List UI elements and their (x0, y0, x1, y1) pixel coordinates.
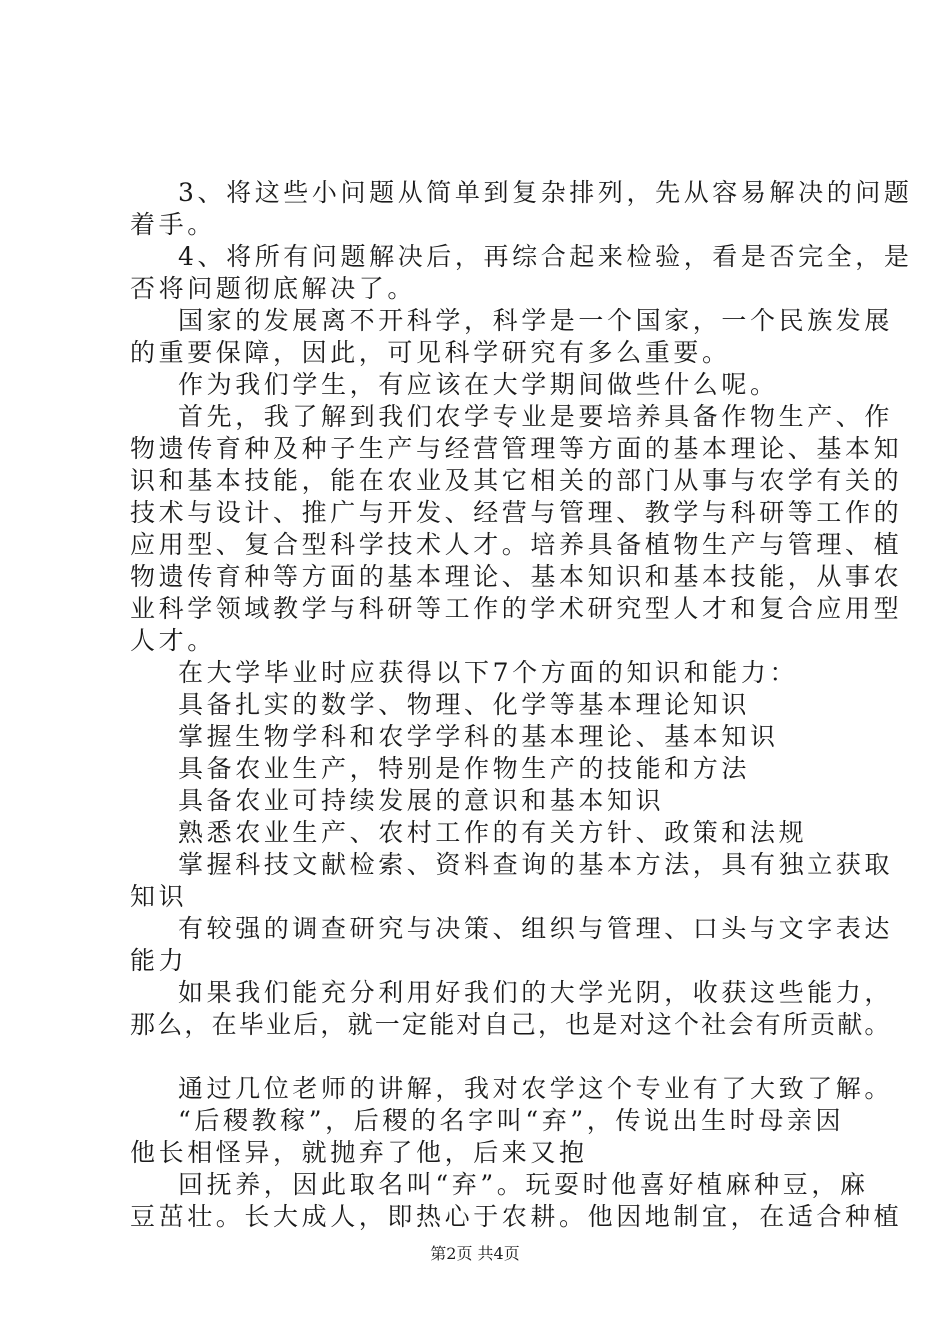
text-line: 首先，我了解到我们农学专业是要培养具备作物生产、作 (178, 402, 894, 431)
text-line: 的重要保障，因此，可见科学研究有多么重要。 (130, 338, 731, 367)
text-line: 物遗传育种等方面的基本理论、基本知识和基本技能，从事农 (130, 562, 903, 591)
text-line: 技术与设计、推广与开发、经营与管理、教学与科研等工作的 (130, 498, 903, 527)
text-line: 他长相怪异，就抛弃了他，后来又抱 (130, 1138, 588, 1167)
text-line: 否将问题彻底解决了。 (130, 274, 417, 303)
text-line: 那么，在毕业后，就一定能对自己，也是对这个社会有所贡献。 (130, 1010, 892, 1039)
text-line: 能力 (130, 946, 188, 975)
text-line: 豆茁壮。长大成人，即热心于农耕。他因地制宜，在适合种植 (130, 1202, 903, 1231)
text-line: 识和基本技能，能在农业及其它相关的部门从事与农学有关的 (130, 466, 903, 495)
text-line: 业科学领域教学与科研等工作的学术研究型人才和复合应用型 (130, 594, 903, 623)
text-line: 通过几位老师的讲解，我对农学这个专业有了大致了解。 (178, 1074, 894, 1103)
text-line: 掌握科技文献检索、资料查询的基本方法，具有独立获取 (178, 850, 894, 879)
text-line: 掌握生物学科和农学学科的基本理论、基本知识 (178, 722, 779, 751)
text-line: 具备农业可持续发展的意识和基本知识 (178, 786, 665, 815)
text-line: 回抚养，因此取名叫“弃”。玩耍时他喜好植麻种豆，麻 (178, 1170, 869, 1199)
text-line: 4、将所有问题解决后，再综合起来检验，看是否完全，是 (178, 242, 913, 271)
text-line: 具备扎实的数学、物理、化学等基本理论知识 (178, 690, 751, 719)
text-line: 如果我们能充分利用好我们的大学光阴，收获这些能力， (178, 978, 894, 1007)
text-line: “后稷教稼”，后稷的名字叫“弃”，传说出生时母亲因 (178, 1106, 845, 1135)
text-line: 着手。 (130, 210, 216, 239)
text-line: 应用型、复合型科学技术人才。培养具备植物生产与管理、植 (130, 530, 903, 559)
text-line: 3、将这些小问题从简单到复杂排列，先从容易解决的问题 (178, 178, 913, 207)
text-line: 作为我们学生，有应该在大学期间做些什么呢。 (178, 370, 779, 399)
text-line: 人才。 (130, 626, 216, 655)
page-number-footer: 第2页 共4页 (430, 1244, 520, 1263)
text-line: 国家的发展离不开科学，科学是一个国家，一个民族发展 (178, 306, 894, 335)
text-line: 知识 (130, 882, 188, 911)
text-line: 有较强的调查研究与决策、组织与管理、口头与文字表达 (178, 914, 894, 943)
text-line: 在大学毕业时应获得以下7个方面的知识和能力： (178, 658, 799, 687)
text-line: 熟悉农业生产、农村工作的有关方针、政策和法规 (178, 818, 808, 847)
text-line: 物遗传育种及种子生产与经营管理等方面的基本理论、基本知 (130, 434, 903, 463)
text-line: 具备农业生产，特别是作物生产的技能和方法 (178, 754, 751, 783)
